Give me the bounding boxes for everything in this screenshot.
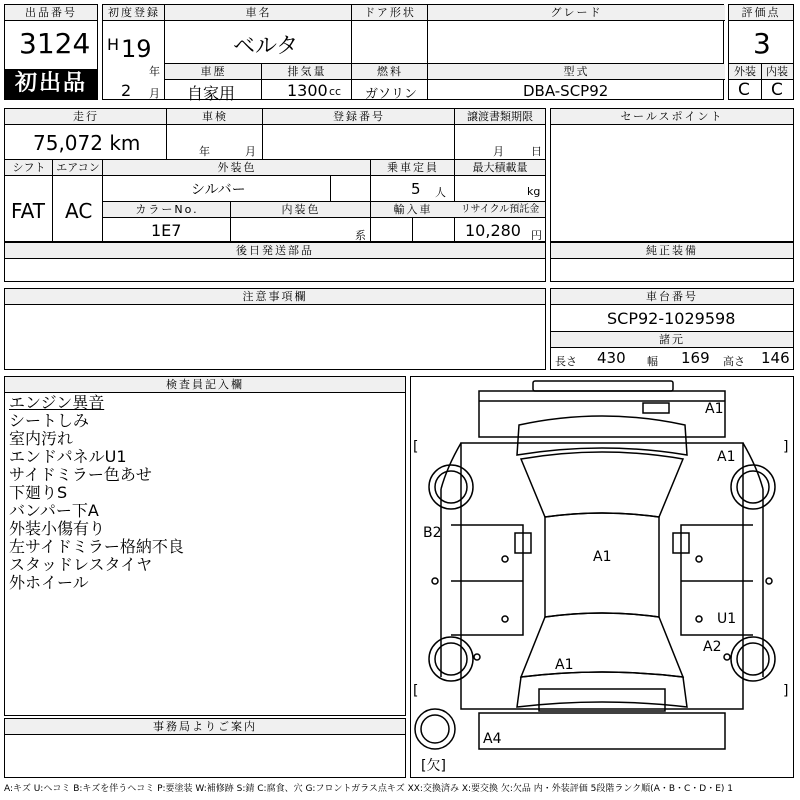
remark-line: サイドミラー色あせ <box>9 465 152 484</box>
score-label: 評価点 <box>729 5 793 21</box>
car-diagram-box <box>410 376 794 778</box>
transfer-label: 譲渡書類期限 <box>455 109 545 125</box>
remark-line: シートしみ <box>9 411 90 430</box>
year: 19 <box>121 35 152 63</box>
later-parts-box <box>4 242 546 282</box>
mileage-label: 走行 <box>5 109 167 125</box>
hood <box>517 416 687 455</box>
inspector-remarks <box>9 394 184 592</box>
displacement: 1300 <box>287 81 328 100</box>
inspector-box <box>4 376 406 716</box>
height-label: 高さ <box>723 355 745 368</box>
shift-label: シフト <box>5 160 53 176</box>
damage-front-bumper: A1 <box>705 401 724 417</box>
caution-label: 注意事項欄 <box>5 289 545 305</box>
lot-number: 3124 <box>19 27 91 60</box>
dims-label: 諸元 <box>551 332 793 348</box>
fuel-label: 燃料 <box>352 64 428 80</box>
bracket-right-2: ] <box>783 683 789 699</box>
car-name-label: 車名 <box>165 5 352 21</box>
month: 2 <box>121 81 132 100</box>
remark-line: 左サイドミラー格納不良 <box>9 537 184 556</box>
color-no: 1E7 <box>151 221 182 240</box>
grade-label: グレード <box>428 5 725 21</box>
inspection-label: 車検 <box>167 109 263 125</box>
remark-line: 室内汚れ <box>9 429 74 448</box>
int-grade-label: 内装 <box>761 64 793 80</box>
max-load-label: 最大積載量 <box>455 160 545 176</box>
model-label: 型式 <box>428 64 725 80</box>
remark-line: バンパー下A <box>9 501 99 520</box>
ext-color: シルバー <box>191 182 246 198</box>
width: 169 <box>681 349 710 367</box>
genuine-box <box>550 242 794 282</box>
max-load-unit: kg <box>527 185 541 198</box>
ext-color-label: 外装色 <box>103 160 371 176</box>
first-reg-label: 初度登録 <box>103 5 165 21</box>
chassis-box <box>550 288 794 370</box>
door-label: ドア形状 <box>352 5 428 21</box>
width-label: 幅 <box>647 355 658 368</box>
damage-left-door: B2 <box>423 525 442 541</box>
color-no-label: カラーNo. <box>103 202 231 218</box>
length: 430 <box>597 349 626 367</box>
front-bumper <box>479 391 725 437</box>
chassis-number: SCP92-1029598 <box>607 309 736 328</box>
bracket-left-2: [ <box>413 683 419 699</box>
damage-front-right: A1 <box>717 449 736 465</box>
office-label: 事務局よりご案内 <box>5 719 405 735</box>
transfer-day-unit: 日 <box>531 145 542 158</box>
spare-missing: [欠] <box>421 758 446 774</box>
month-unit: 月 <box>149 87 160 100</box>
remark-line: 外ホイール <box>9 573 89 592</box>
displacement-unit: cc <box>329 85 342 98</box>
era: H <box>107 35 120 54</box>
int-color-label: 内装色 <box>231 202 371 218</box>
later-parts-label: 後日発送部品 <box>5 243 545 259</box>
bracket-left-1: [ <box>413 439 419 455</box>
year-unit: 年 <box>149 65 160 78</box>
remark-line: エンジン異音 <box>9 393 105 412</box>
int-grade: C <box>771 80 783 100</box>
capacity: 5 <box>411 180 421 198</box>
car-diagram <box>411 377 793 777</box>
recycle-unit: 円 <box>531 229 542 242</box>
car-name: ベルタ <box>233 34 299 59</box>
bracket-right-1: ] <box>783 439 789 455</box>
history: 自家用 <box>187 84 236 103</box>
main-header-box <box>102 4 724 103</box>
first-listing-badge: 初出品 <box>5 69 97 99</box>
ac-label: エアコン <box>53 160 103 176</box>
remark-line: エンドパネルU1 <box>9 447 127 466</box>
chassis-label: 車台番号 <box>551 289 793 305</box>
ext-grade: C <box>738 80 750 100</box>
model: DBA-SCP92 <box>523 82 609 100</box>
recycle-label: リサイクル預託金 <box>455 202 545 218</box>
inspector-label: 検査員記入欄 <box>5 377 405 393</box>
ac: AC <box>65 199 93 223</box>
recycle: 10,280 <box>465 221 521 240</box>
int-color-unit: 系 <box>355 229 366 242</box>
fuel: ガソリン <box>365 87 418 102</box>
door-lines <box>451 525 753 635</box>
score: 3 <box>753 27 771 60</box>
damage-roof: A1 <box>593 549 612 565</box>
lot-number-box <box>4 4 98 100</box>
shift: FAT <box>11 199 46 223</box>
windshield <box>521 452 683 517</box>
remark-line: 下廻りS <box>9 483 68 502</box>
rear-window <box>521 613 683 677</box>
spec-box <box>4 108 546 242</box>
inspection-year-unit: 年 <box>199 145 210 158</box>
sales-point-label: セールスポイント <box>551 109 793 125</box>
inspection-month-unit: 月 <box>245 145 256 158</box>
rear-plate <box>539 689 665 711</box>
capacity-label: 乗車定員 <box>371 160 455 176</box>
lot-number-label: 出品番号 <box>5 5 97 21</box>
rear-bumper <box>479 713 725 749</box>
remark-line: スタッドレスタイヤ <box>9 555 153 574</box>
damage-rear-bumper: A4 <box>483 731 502 747</box>
damage-rear-center: A1 <box>555 657 574 673</box>
roof <box>545 513 659 617</box>
displacement-label: 排気量 <box>262 64 352 80</box>
damage-rear-right-door: U1 <box>717 611 737 627</box>
caution-box <box>4 288 546 370</box>
genuine-label: 純正装備 <box>551 243 793 259</box>
score-box <box>728 4 794 100</box>
damage-rear-right: A2 <box>703 639 722 655</box>
transfer-month-unit: 月 <box>493 145 504 158</box>
reg-no-label: 登録番号 <box>263 109 455 125</box>
body-outline <box>461 443 743 709</box>
import-label: 輸入車 <box>371 202 455 218</box>
front-plate <box>643 403 669 413</box>
ext-grade-label: 外装 <box>729 64 761 80</box>
length-label: 長さ <box>555 355 577 368</box>
mileage: 75,072 km <box>33 131 141 155</box>
remark-line: 外装小傷有り <box>9 519 106 538</box>
sales-point-box <box>550 108 794 242</box>
office-box <box>4 718 406 778</box>
capacity-unit: 人 <box>435 186 446 199</box>
damage-legend: A:キズ U:ヘコミ B:キズを伴うヘコミ P:要塗装 W:補修跡 S:錆 C:腐食、穴 G:フロントガラス点キズ XX:交換済み X:要交換 欠:欠品 内・外装評価 5段階ランク順(A・B・C・D・E) 1 <box>4 784 734 794</box>
history-label: 車歴 <box>165 64 262 80</box>
front-top-bar <box>533 381 673 391</box>
height: 146 <box>761 349 790 367</box>
